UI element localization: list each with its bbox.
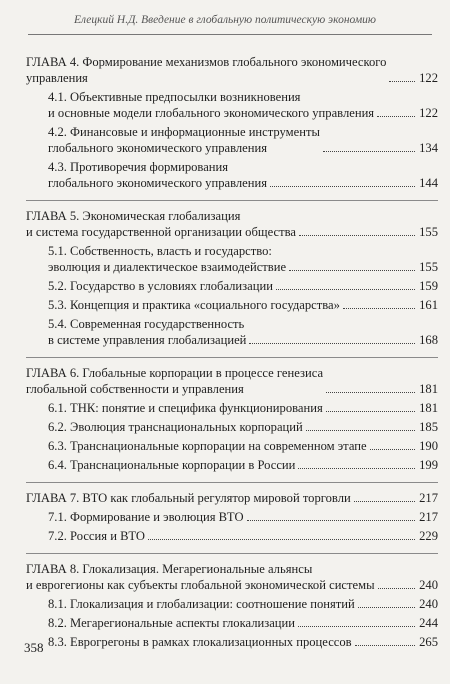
section-entry xyxy=(26,243,438,275)
section-entry-text xyxy=(48,89,374,121)
section-entry-text xyxy=(48,438,367,454)
chapter-title-line: ГЛАВА 4. Формирование механизмов глобального экономического xyxy=(26,55,387,69)
section-entry-line: 7.1. Формирование и эволюция ВТО xyxy=(48,510,244,524)
section-entry xyxy=(26,509,438,525)
section-entry-text xyxy=(48,278,273,294)
section-entry-page: 168 xyxy=(419,333,438,347)
section-entry-line: 4.2. Финансовые и информационные инструменты xyxy=(48,125,320,139)
section-entry-line: и основные модели глобального экономического управления xyxy=(48,106,375,120)
section-entry-page: 199 xyxy=(419,458,438,472)
dot-leader xyxy=(276,289,415,290)
section-entry-page: 144 xyxy=(419,176,438,190)
chapter-title xyxy=(26,54,438,86)
section-entry-text xyxy=(48,159,267,191)
running-header: Елецкий Н.Д. Введение в глобальную политическую экономию xyxy=(73,14,377,26)
section-entry-text xyxy=(48,457,295,473)
section-entry-page: 181 xyxy=(419,401,438,415)
dot-leader xyxy=(323,151,415,152)
section-entry-page: 185 xyxy=(419,420,438,434)
chapter-title-text xyxy=(26,365,323,397)
dot-leader xyxy=(378,588,415,589)
chapter-title-page: 181 xyxy=(419,382,438,396)
section-entry xyxy=(26,124,438,156)
section-entry xyxy=(26,634,438,650)
section-entry-text xyxy=(48,124,320,156)
section-entry-line: 8.3. Еврогрегоны в рамках глокализационных процессов xyxy=(48,635,352,649)
section-entry-line: 4.1. Объективные предпосылки возникновения xyxy=(48,90,301,104)
section-entry-line: 5.2. Государство в условиях глобализации xyxy=(48,279,273,293)
dot-leader xyxy=(299,235,415,236)
section-entry-page: 122 xyxy=(419,106,438,120)
section-entry-line: эволюция и диалектическое взаимодействие xyxy=(48,260,287,274)
dot-leader xyxy=(343,308,415,309)
section-entry-line: глобального экономического управления xyxy=(48,176,268,190)
section-entry-line: 6.2. Эволюция транснациональных корпораций xyxy=(48,420,303,434)
chapter-title-line: и система государственной организации общества xyxy=(26,225,296,239)
chapter-title-line: и еврогегионы как субъекты глобальной экономической системы xyxy=(26,578,375,592)
section-entry xyxy=(26,615,438,631)
section-entry xyxy=(26,596,438,612)
chapter-title xyxy=(26,490,438,506)
toc-chapter xyxy=(26,482,438,553)
dot-leader xyxy=(298,626,415,627)
section-entry-line: 6.4. Транснациональные корпорации в России xyxy=(48,458,296,472)
dot-leader xyxy=(355,645,415,646)
dot-leader xyxy=(358,607,415,608)
section-entry-line: 5.1. Собственность, власть и государство: xyxy=(48,244,272,258)
chapter-title-page: 217 xyxy=(419,491,438,505)
dot-leader xyxy=(326,411,415,412)
section-entry xyxy=(26,278,438,294)
page-number: 358 xyxy=(24,640,44,655)
dot-leader xyxy=(270,186,415,187)
section-entry xyxy=(26,297,438,313)
section-entry-text xyxy=(48,400,323,416)
section-entry xyxy=(26,400,438,416)
toc-chapter xyxy=(26,357,438,482)
chapter-title-page: 240 xyxy=(419,578,438,592)
section-entry-text xyxy=(48,316,246,348)
section-entry xyxy=(26,159,438,191)
chapter-title xyxy=(26,208,438,240)
chapter-title-page: 122 xyxy=(419,71,438,85)
section-entry-page: 265 xyxy=(419,635,438,649)
chapter-title-text xyxy=(26,561,375,593)
section-entry-page: 159 xyxy=(419,279,438,293)
section-entry-line: 6.1. ТНК: понятие и специфика функционирования xyxy=(48,401,323,415)
section-entry-line: 5.4. Современная государственность xyxy=(48,317,245,331)
section-entry-line: 5.3. Концепция и практика «социального государства» xyxy=(48,298,340,312)
toc-chapter xyxy=(26,553,438,659)
dot-leader xyxy=(377,116,415,117)
chapter-title-line: глобальной собственности и управления xyxy=(26,382,244,396)
header-rule xyxy=(28,34,432,35)
chapter-title-text xyxy=(26,54,386,86)
dot-leader xyxy=(289,270,415,271)
section-entry-line: 7.2. Россия и ВТО xyxy=(48,529,145,543)
chapter-title-page: 155 xyxy=(419,225,438,239)
section-entry-text xyxy=(48,596,355,612)
section-entry-page: 134 xyxy=(419,141,438,155)
section-entry xyxy=(26,89,438,121)
section-entry-page: 161 xyxy=(419,298,438,312)
section-entry-page: 244 xyxy=(419,616,438,630)
section-entry-page: 217 xyxy=(419,510,438,524)
section-entry-text xyxy=(48,297,340,313)
section-entry-text xyxy=(48,528,145,544)
chapter-title xyxy=(26,561,438,593)
section-entry-page: 155 xyxy=(419,260,438,274)
dot-leader xyxy=(326,392,415,393)
section-entry xyxy=(26,419,438,435)
section-entry xyxy=(26,438,438,454)
dot-leader xyxy=(370,449,415,450)
section-entry-page: 190 xyxy=(419,439,438,453)
dot-leader xyxy=(354,501,415,502)
toc-chapter xyxy=(26,54,438,200)
chapter-title-text xyxy=(26,490,351,506)
section-entry-page: 229 xyxy=(419,529,438,543)
chapter-title xyxy=(26,365,438,397)
section-entry-text xyxy=(48,634,352,650)
section-entry-line: глобального экономического управления xyxy=(48,141,268,155)
section-entry-line: 8.1. Глокализация и глобализации: соотношение понятий xyxy=(48,597,355,611)
section-entry xyxy=(26,457,438,473)
section-entry-text xyxy=(48,509,244,525)
chapter-title-line: ГЛАВА 6. Глобальные корпорации в процессе генезиса xyxy=(26,366,324,380)
section-entry-line: 6.3. Транснациональные корпорации на современном этапе xyxy=(48,439,367,453)
section-entry-line: 4.3. Противоречия формирования xyxy=(48,160,229,174)
chapter-title-line: ГЛАВА 5. Экономическая глобализация xyxy=(26,209,241,223)
dot-leader xyxy=(249,343,415,344)
chapter-title-line: управления xyxy=(26,71,88,85)
section-entry xyxy=(26,528,438,544)
table-of-contents xyxy=(26,54,438,659)
dot-leader xyxy=(148,539,415,540)
section-entry-text xyxy=(48,419,303,435)
section-entry-line: 8.2. Мегарегиональные аспекты глокализации xyxy=(48,616,296,630)
dot-leader xyxy=(298,468,415,469)
section-entry-text xyxy=(48,615,295,631)
dot-leader xyxy=(247,520,415,521)
section-entry xyxy=(26,316,438,348)
section-entry-text xyxy=(48,243,286,275)
chapter-title-text xyxy=(26,208,296,240)
section-entry-page: 240 xyxy=(419,597,438,611)
section-entry-line: в системе управления глобализацией xyxy=(48,333,247,347)
chapter-title-line: ГЛАВА 8. Глокализация. Мегарегиональные альянсы xyxy=(26,562,313,576)
dot-leader xyxy=(389,81,415,82)
chapter-title-line: ГЛАВА 7. ВТО как глобальный регулятор мировой торговли xyxy=(26,491,351,505)
dot-leader xyxy=(306,430,415,431)
toc-chapter xyxy=(26,200,438,357)
